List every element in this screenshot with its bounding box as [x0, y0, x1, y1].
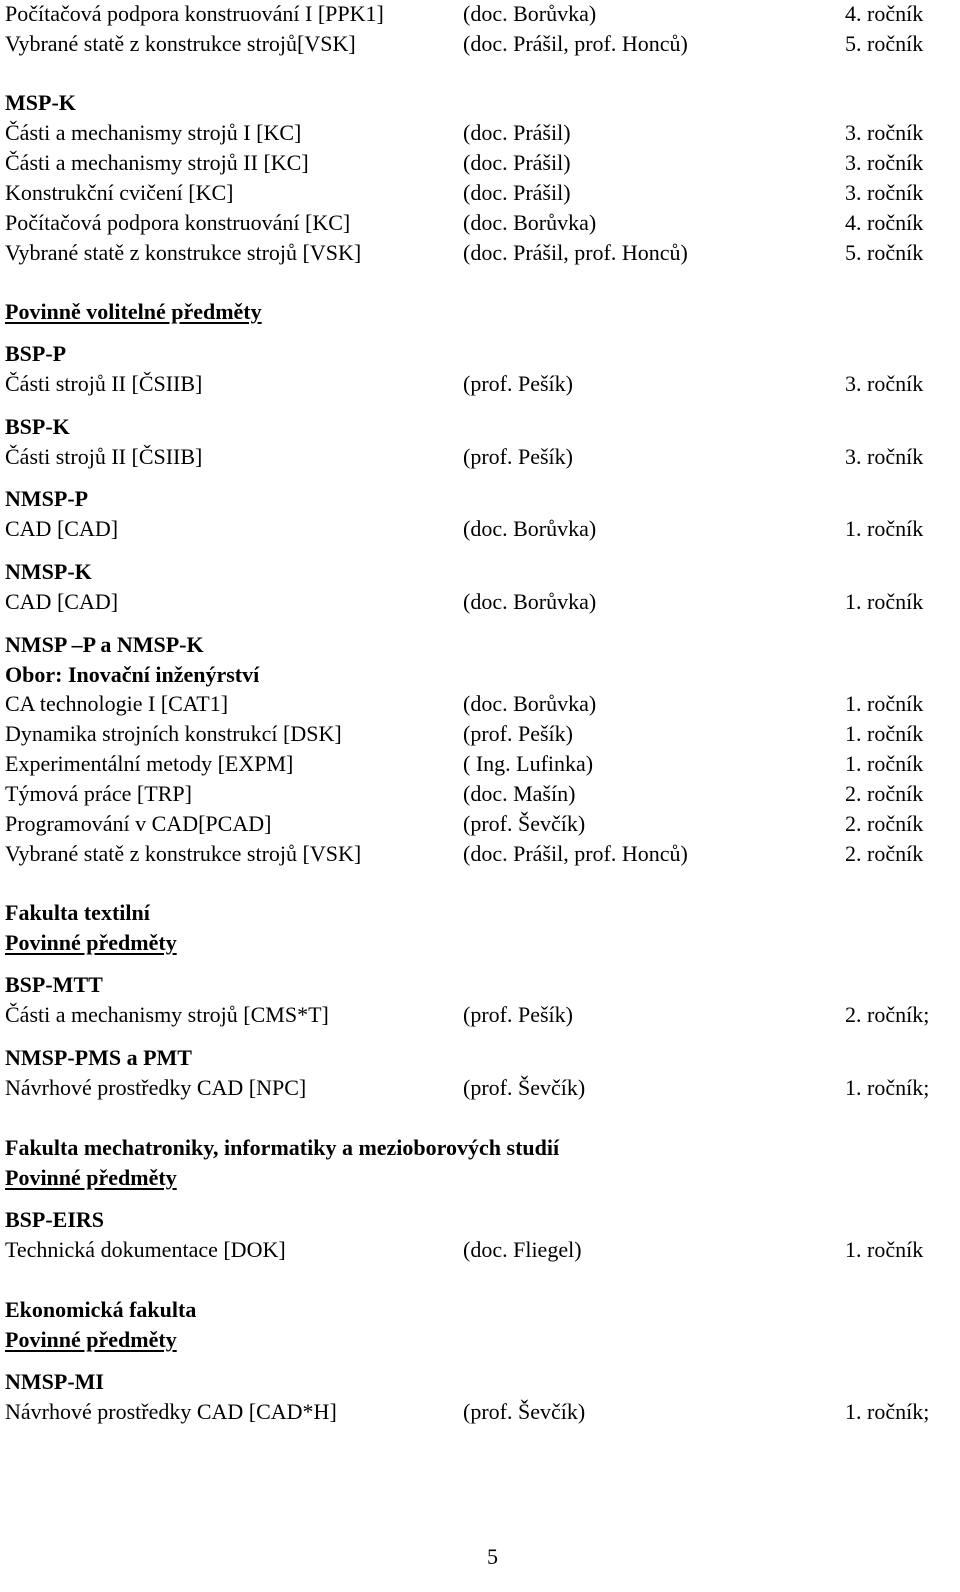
course-teacher: (doc. Prášil, prof. Honců): [463, 31, 688, 56]
program-heading: NMSP –P a NMSP-K: [5, 632, 204, 657]
course-teacher: (doc. Borůvka): [463, 516, 597, 541]
course-teacher: (prof. Ševčík): [463, 1075, 586, 1100]
faculty-heading: Fakulta mechatroniky, informatiky a mezioborových studií: [5, 1135, 560, 1160]
course-year: 1. ročník: [845, 516, 924, 541]
course-teacher: (doc. Fliegel): [463, 1237, 582, 1262]
course-year: 1. ročník;: [845, 1075, 930, 1100]
course-year: 1. ročník: [845, 751, 924, 776]
course-name: Vybrané statě z konstrukce strojů[VSK]: [5, 31, 356, 56]
course-teacher: (doc. Borůvka): [463, 589, 597, 614]
course-name: Části a mechanismy strojů I [KC]: [5, 120, 302, 145]
course-year: 1. ročník: [845, 1237, 924, 1262]
category-heading: Povinně volitelné předměty: [5, 299, 262, 324]
program-heading: BSP-K: [5, 414, 70, 439]
faculty-heading: Ekonomická fakulta: [5, 1297, 197, 1322]
course-teacher: ( Ing. Lufinka): [463, 751, 594, 776]
category-heading: Povinné předměty: [5, 1327, 177, 1352]
category-heading: Povinné předměty: [5, 930, 177, 955]
program-heading: BSP-MTT: [5, 972, 103, 997]
course-name: Návrhové prostředky CAD [NPC]: [5, 1075, 307, 1100]
page-number: 5: [487, 1544, 498, 1569]
course-name: Experimentální metody [EXPM]: [5, 751, 294, 776]
course-name: Části strojů II [ČSIIB]: [5, 371, 203, 396]
program-heading: NMSP-MI: [5, 1369, 104, 1394]
course-year: 4. ročník: [845, 210, 924, 235]
course-year: 2. ročník;: [845, 1002, 930, 1027]
course-name: Vybrané statě z konstrukce strojů [VSK]: [5, 240, 362, 265]
course-teacher: (doc. Borůvka): [463, 691, 597, 716]
course-year: 3. ročník: [845, 444, 924, 469]
course-year: 1. ročník;: [845, 1399, 930, 1424]
program-heading: NMSP-K: [5, 559, 92, 584]
course-year: 2. ročník: [845, 781, 924, 806]
course-year: 2. ročník: [845, 811, 924, 836]
course-year: 5. ročník: [845, 31, 924, 56]
program-heading: BSP-P: [5, 341, 67, 366]
course-name: CAD [CAD]: [5, 589, 119, 614]
course-year: 5. ročník: [845, 240, 924, 265]
course-year: 1. ročník: [845, 691, 924, 716]
faculty-heading: Fakulta textilní: [5, 900, 150, 925]
course-teacher: (doc. Borůvka): [463, 1, 597, 26]
course-name: Vybrané statě z konstrukce strojů [VSK]: [5, 841, 362, 866]
course-name: CA technologie I [CAT1]: [5, 691, 229, 716]
course-name: CAD [CAD]: [5, 516, 119, 541]
course-name: Části a mechanismy strojů [CMS*T]: [5, 1002, 329, 1027]
course-year: 1. ročník: [845, 721, 924, 746]
course-name: Počítačová podpora konstruování I [PPK1]: [5, 1, 384, 26]
course-name: Počítačová podpora konstruování [KC]: [5, 210, 351, 235]
course-teacher: (doc. Prášil, prof. Honců): [463, 841, 688, 866]
category-heading: Povinné předměty: [5, 1165, 177, 1190]
course-year: 1. ročník: [845, 589, 924, 614]
course-year: 3. ročník: [845, 150, 924, 175]
course-teacher: (prof. Pešík): [463, 721, 573, 746]
course-year: 3. ročník: [845, 120, 924, 145]
course-year: 3. ročník: [845, 371, 924, 396]
course-name: Části strojů II [ČSIIB]: [5, 444, 203, 469]
course-teacher: (doc. Prášil): [463, 120, 571, 145]
program-heading: MSP-K: [5, 90, 76, 115]
course-teacher: (doc. Prášil, prof. Honců): [463, 240, 688, 265]
course-teacher: (prof. Pešík): [463, 1002, 573, 1027]
course-name: Dynamika strojních konstrukcí [DSK]: [5, 721, 342, 746]
course-year: 4. ročník: [845, 1, 924, 26]
course-year: 3. ročník: [845, 180, 924, 205]
course-year: 2. ročník: [845, 841, 924, 866]
course-teacher: (doc. Mašín): [463, 781, 576, 806]
course-name: Technická dokumentace [DOK]: [5, 1237, 286, 1262]
course-name: Programování v CAD[PCAD]: [5, 811, 272, 836]
course-teacher: (prof. Ševčík): [463, 811, 586, 836]
course-teacher: (prof. Pešík): [463, 444, 573, 469]
course-teacher: (doc. Prášil): [463, 150, 571, 175]
course-name: Týmová práce [TRP]: [5, 781, 192, 806]
program-heading: NMSP-PMS a PMT: [5, 1045, 192, 1070]
course-name: Konstrukční cvičení [KC]: [5, 180, 234, 205]
course-teacher: (doc. Borůvka): [463, 210, 597, 235]
course-teacher: (doc. Prášil): [463, 180, 571, 205]
course-name: Části a mechanismy strojů II [KC]: [5, 150, 309, 175]
program-heading: Obor: Inovační inženýrství: [5, 662, 260, 687]
course-name: Návrhové prostředky CAD [CAD*H]: [5, 1399, 337, 1424]
course-teacher: (prof. Pešík): [463, 371, 573, 396]
course-teacher: (prof. Ševčík): [463, 1399, 586, 1424]
program-heading: NMSP-P: [5, 486, 89, 511]
program-heading: BSP-EIRS: [5, 1207, 105, 1232]
